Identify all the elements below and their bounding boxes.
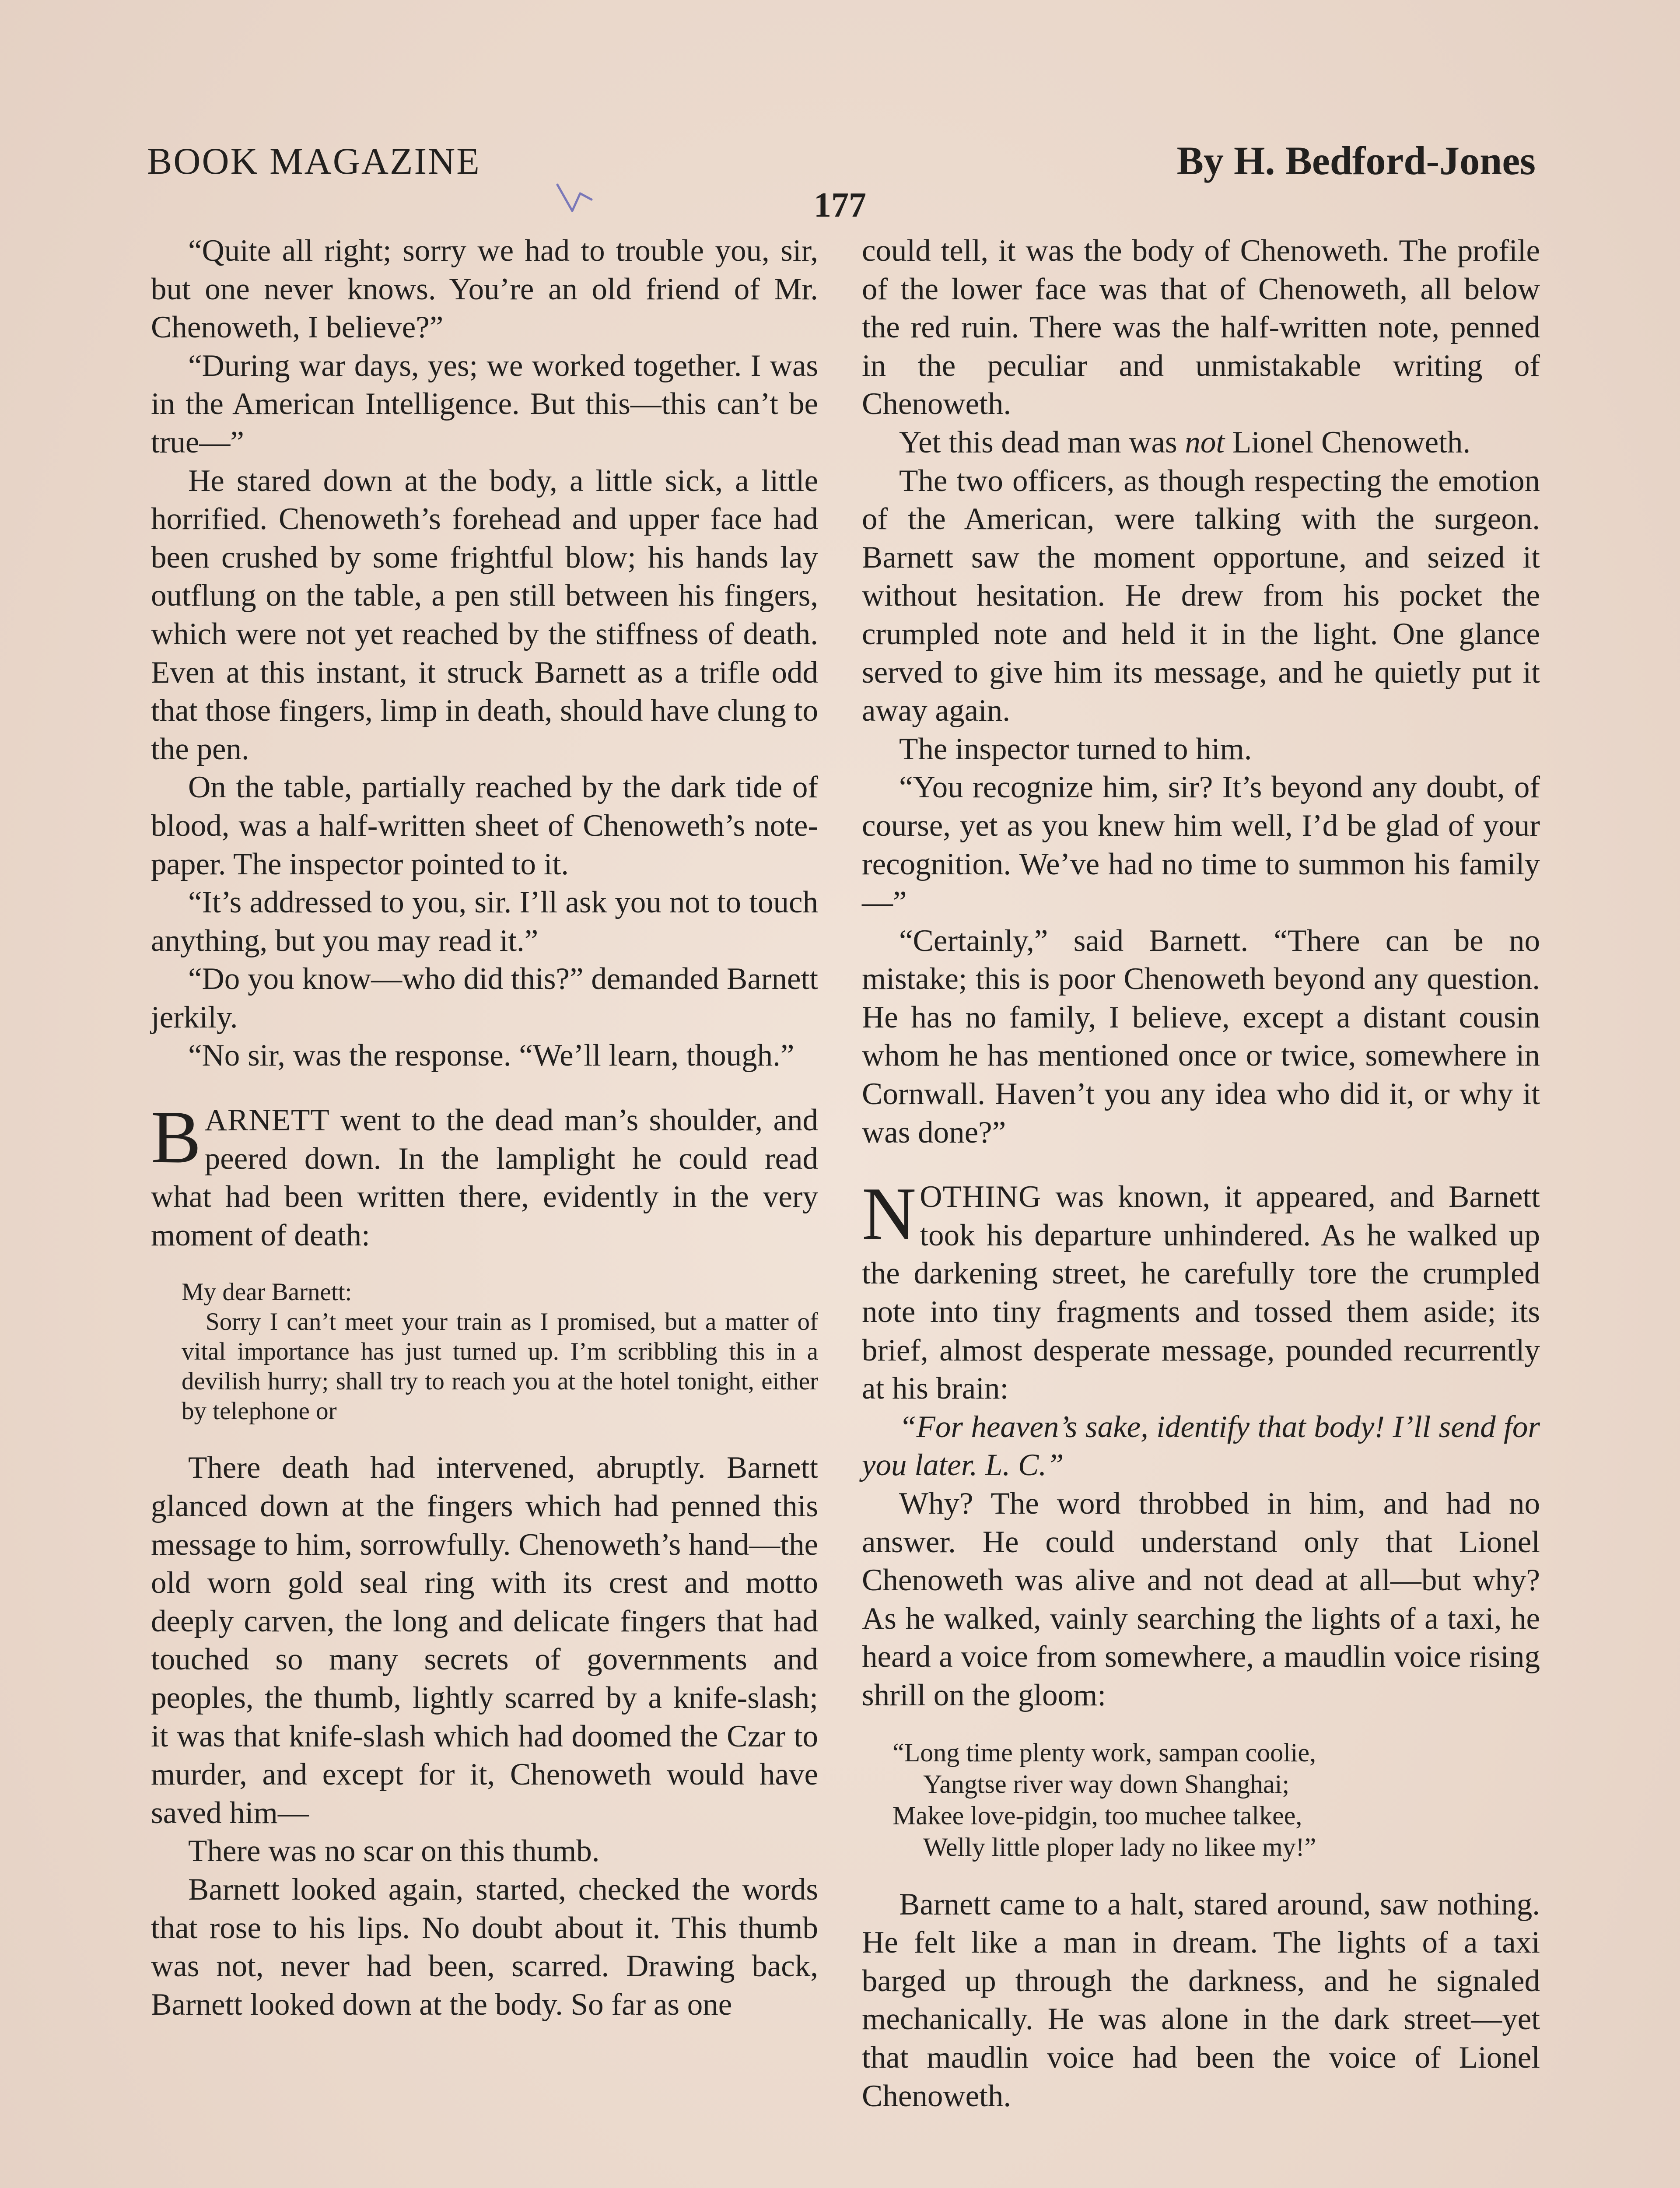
emphasis-text: not [1185, 425, 1225, 459]
paragraph: “It’s addressed to you, sir. I’ll ask you not to touch anything, but you may read it.” [151, 885, 818, 958]
right-column [862, 232, 1540, 2115]
section-opening-paragraph [862, 1172, 1540, 1408]
pencil-mark-icon [555, 180, 594, 215]
left-column [151, 232, 818, 2024]
paragraph: “You recognize him, sir? It’s beyond any doubt, of course, yet as you knew him well, I’d be glad of your recognition. We’ve had no time to summon his family—” [862, 770, 1540, 920]
paragraph: Why? The word throbbed in him, and had no answer. He could understand only that Lionel Chenoweth was alive and not dead at all—but why? As he walked, vainly searching the lights of a taxi, he heard a voice from somewhere, a maudlin voice rising shrill on the gloom: [862, 1487, 1540, 1712]
handwritten-letter-excerpt [182, 1277, 818, 1426]
paragraph: He stared down at the body, a little sick, a little horrified. Chenoweth’s forehead and upper face had been crushed by some frightful blow; his hands lay outflung on the table, a pen still between his fingers, which were not yet reached by the stiffness of death. Even at this instant, it struck Barnett as a trifle odd that those fingers, limp in death, should have clung to the pen. [151, 463, 818, 766]
song-line: Yangtse river way down Shanghai; [923, 1769, 1290, 1799]
paragraph-text: was known, it appeared, and Barnett took his departure unhindered. As he walked up the darkening street, he carefully tore the crumpled note into tiny fragments and tossed them aside; its brief, almost desperate message, pounded recurrently at his brain: [862, 1180, 1540, 1406]
paragraph: could tell, it was the body of Chenoweth. The profile of the lower face was that of Chenoweth, all below the red ruin. There was the half-written note, penned in the peculiar and unmistakable writing of Chenoweth. [862, 234, 1540, 421]
letter-salutation: My dear Barnett: [182, 1278, 352, 1306]
paragraph: On the table, partially reached by the dark tide of blood, was a half-written sheet of Chenoweth’s note-paper. The inspector pointed to it. [151, 770, 818, 881]
page-number: 177 [814, 186, 866, 224]
paragraph: “Certainly,” said Barnett. “There can be no mistake; this is poor Chenoweth beyond any question. He has no family, I believe, except a distant cousin whom he has mentioned once or twice, somewhere in Cornwall. Haven’t you any idea who did it, or why it was done?” [862, 923, 1540, 1150]
drop-cap-continuation: ARNETT [204, 1103, 330, 1138]
paragraph: “Do you know—who did this?” demanded Barnett jerkily. [151, 962, 818, 1034]
drop-cap-continuation: OTHING [920, 1180, 1042, 1214]
paragraph: “No sir, was the response. “We’ll learn, though.” [188, 1038, 794, 1073]
letter-body: Sorry I can’t meet your train as I promised, but a matter of vital importance has just turned up. I’m scribbling this in a devilish hurry; shall try to reach you at the hotel tonight, either by telephone or [182, 1308, 818, 1425]
paragraph: There was no scar on this thumb. [188, 1834, 600, 1869]
paragraph [862, 424, 1540, 462]
song-verse [862, 1737, 1540, 1863]
song-line: Welly little ploper lady no likee my!” [923, 1832, 1316, 1862]
magazine-title: BOOK MAGAZINE [147, 140, 481, 182]
paragraph: The two officers, as though respecting the emotion of the American, were talking with the surgeon. Barnett saw the moment opportune, and seized it without hesitation. He drew from his pocket the crumpled note and held it in the light. One glance served to give him its message, and he quietly put it away again. [862, 463, 1540, 728]
paragraph-text: Yet this dead man was [899, 425, 1185, 459]
paragraph-text: went to the dead man’s shoulder, and peered down. In the lamplight he could read what had been written there, evidently in the very moment of death: [151, 1103, 818, 1252]
author-byline: By H. Bedford-Jones [1176, 138, 1536, 183]
paragraph-text: Lionel Chenoweth. [1225, 425, 1471, 459]
paragraph: The inspector turned to him. [899, 732, 1252, 766]
song-line: Makee love-pidgin, too muchee talkee, [892, 1801, 1302, 1830]
section-opening-paragraph [151, 1096, 818, 1255]
paragraph: Barnett looked again, started, checked the words that rose to his lips. No doubt about it. This thumb was not, never had been, scarred. Drawing back, Barnett looked down at the body. So far as one [151, 1872, 818, 2022]
paragraph: There death had intervened, abruptly. Barnett glanced down at the fingers which had penned this message to him, sorrowfully. Chenoweth’s hand—the old worn gold seal ring with its crest and motto deeply carven, the long and delicate fingers that had touched so many secrets of governments and peoples, the thumb, lightly scarred by a knife-slash; it was that knife-slash which had doomed the Czar to murder, and except for it, Chenoweth would have saved him— [151, 1451, 818, 1830]
song-line: “Long time plenty work, sampan coolie, [892, 1738, 1316, 1767]
paragraph: Barnett came to a halt, stared around, saw nothing. He felt like a man in dream. The lights of a taxi barged up through the darkness, and he signaled mechanically. He was alone in the dark street—yet that maudlin voice had been the voice of Lionel Chenoweth. [862, 1887, 1540, 2113]
drop-cap-letter: N [862, 1172, 917, 1256]
note-message: “For heaven’s sake, identify that body! I’ll send for you later. L. C.” [862, 1410, 1540, 1483]
paragraph: “Quite all right; sorry we had to trouble you, sir, but one never knows. You’re an old friend of Mr. Chenoweth, I believe?” [151, 234, 818, 345]
paragraph: “During war days, yes; we worked together. I was in the American Intelligence. But this—this can’t be true—” [151, 348, 818, 459]
drop-cap-letter: B [151, 1096, 201, 1179]
